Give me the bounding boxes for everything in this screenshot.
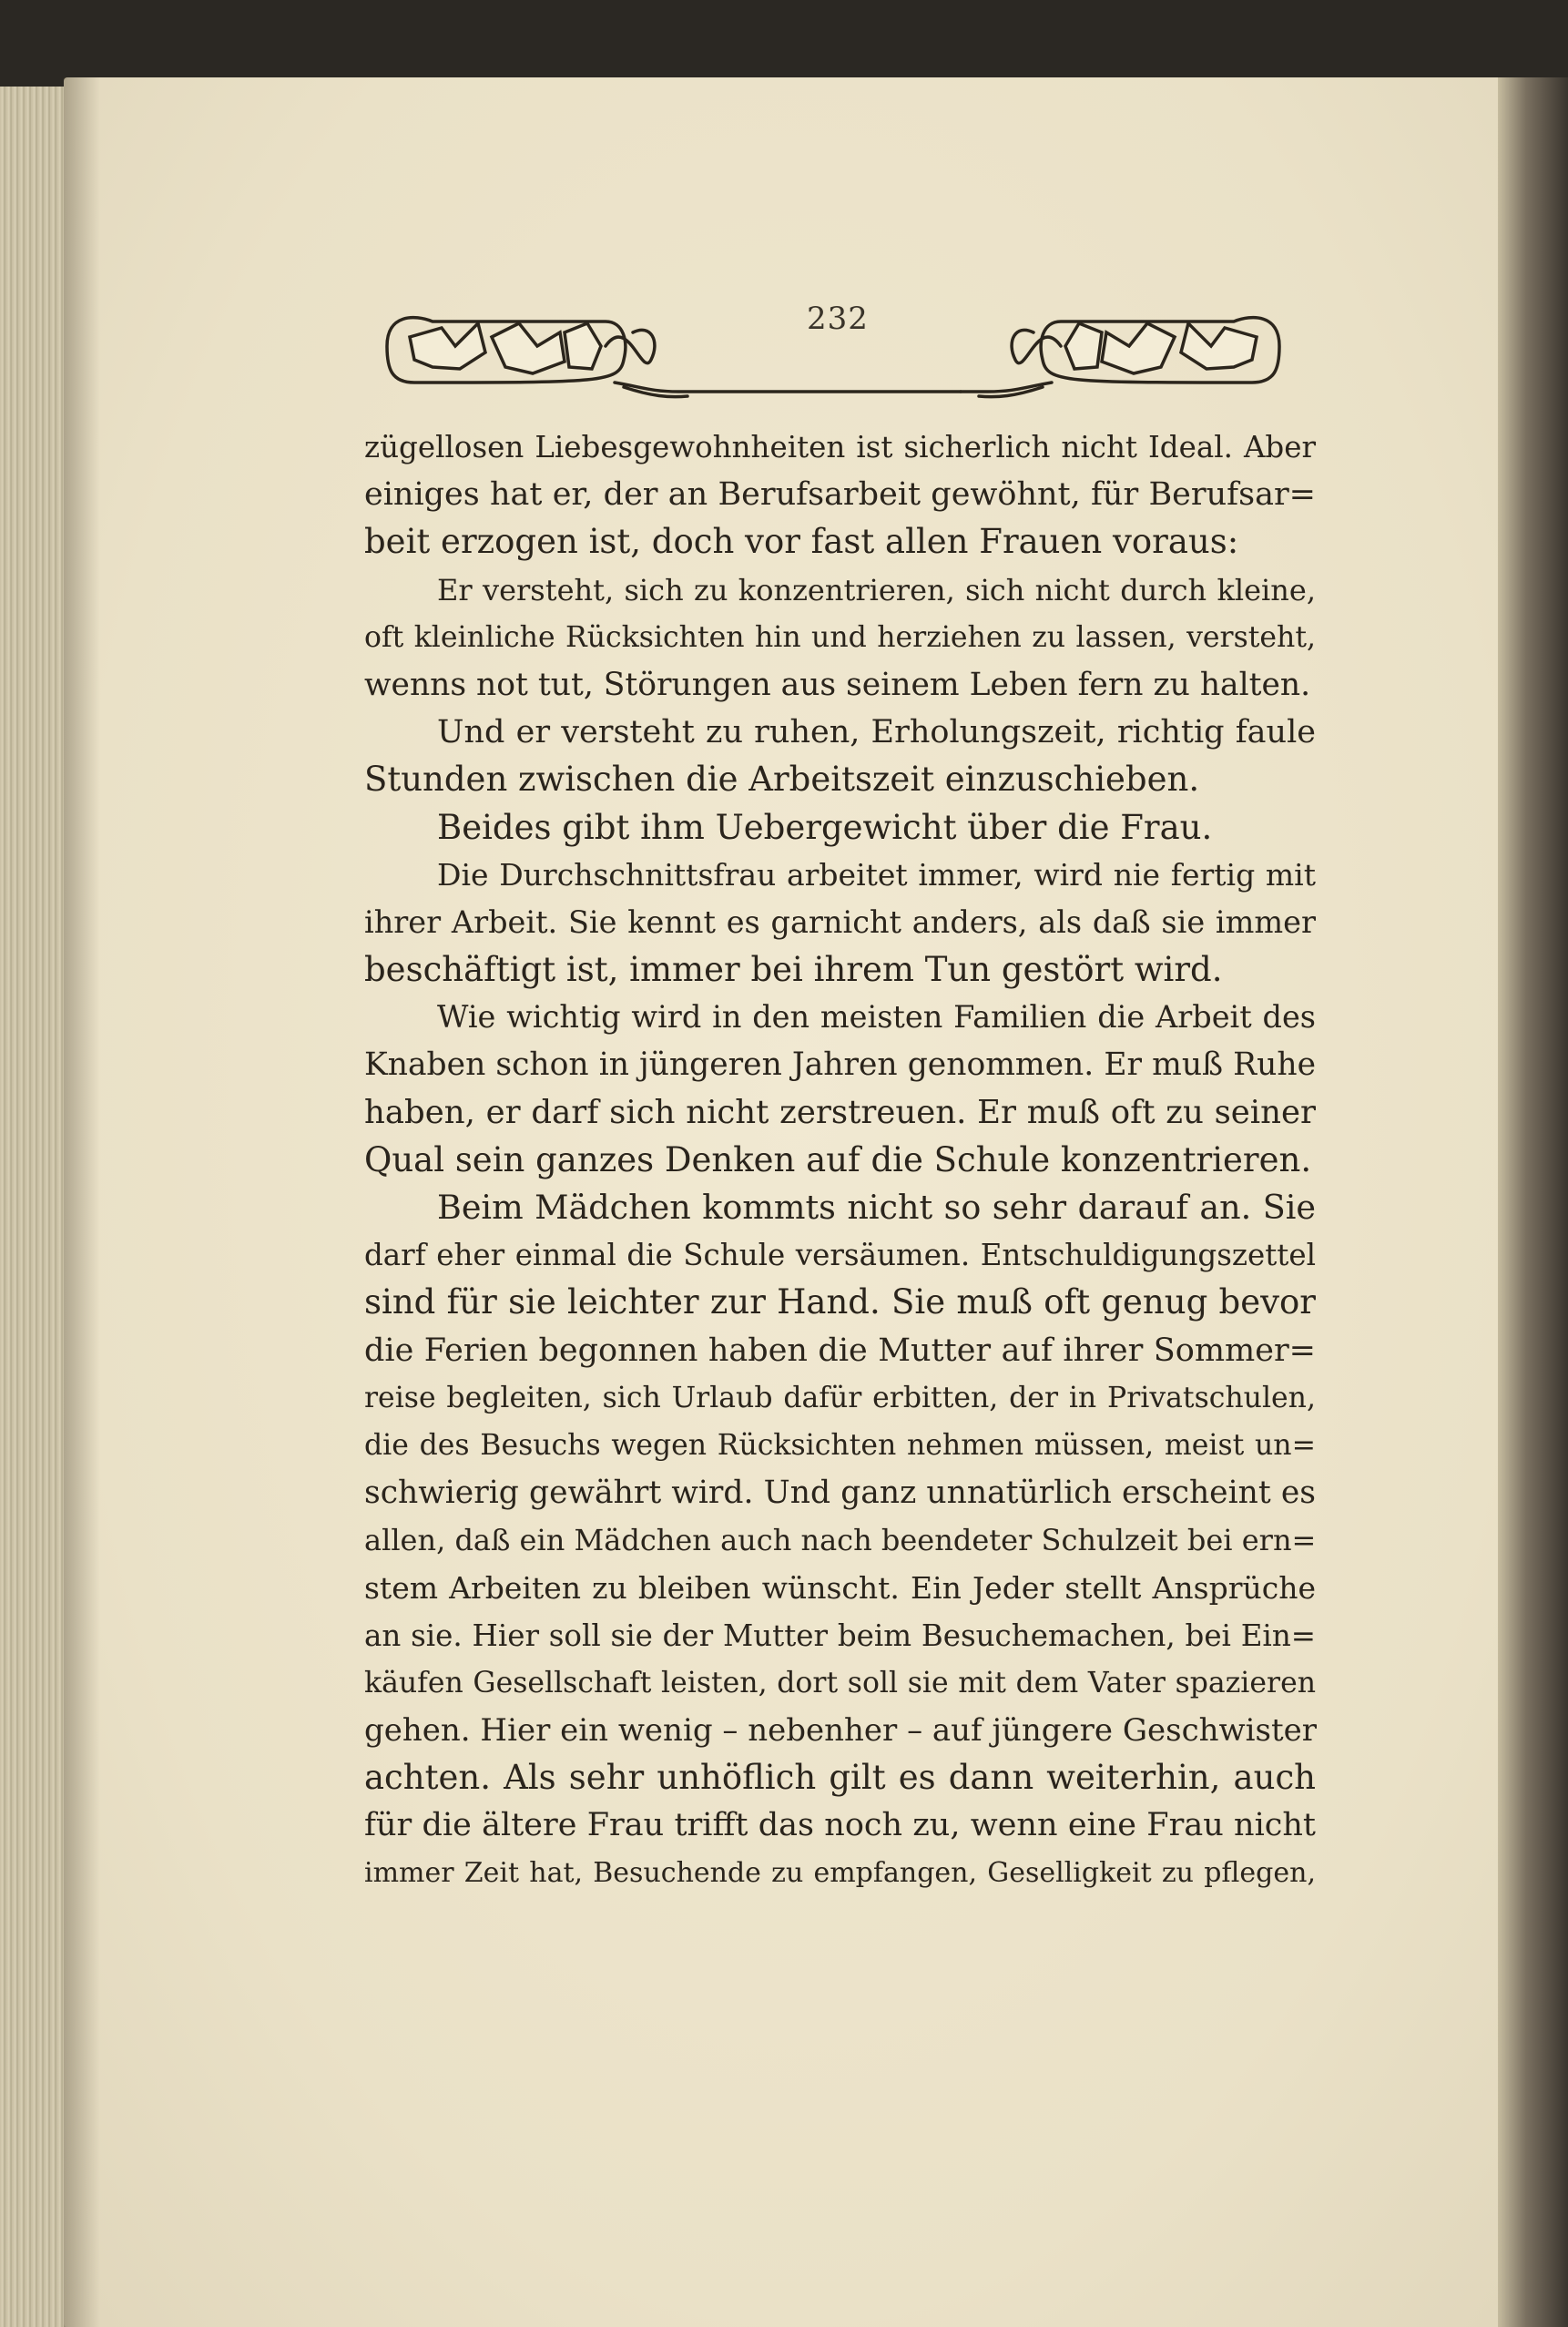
text-line: Knaben schon in jüngeren Jahren genommen. Er muß Ruhe xyxy=(364,1046,1316,1084)
text-line: an sie. Hier soll sie der Mutter beim Besuchemachen, bei Ein= xyxy=(364,1618,1316,1653)
text-line: die des Besuchs wegen Rücksichten nehmen müssen, meist un= xyxy=(364,1428,1316,1462)
text-line: immer Zeit hat, Besuchende zu empfangen, Geselligkeit zu pflegen, xyxy=(364,1856,1316,1889)
text-line: stem Arbeiten zu bleiben wünscht. Ein Jeder stellt Ansprüche xyxy=(364,1569,1316,1606)
text-line: Qual sein ganzes Denken auf die Schule konzentrieren. xyxy=(364,1139,1312,1179)
text-line: Die Durchschnittsfrau arbeitet immer, wird nie fertig mit xyxy=(437,856,1316,893)
text-line: reise begleiten, sich Urlaub dafür erbitten, der in Privatschulen, xyxy=(364,1381,1316,1414)
text-line: beschäftigt ist, immer bei ihrem Tun gestört wird. xyxy=(364,950,1223,990)
text-line: käufen Gesellschaft leisten, dort soll sie mit dem Vater spazieren xyxy=(364,1666,1316,1699)
gutter-shadow xyxy=(64,77,100,2327)
text-line: schwierig gewährt wird. Und ganz unnatürlich erscheint es xyxy=(364,1475,1316,1512)
text-line: ihrer Arbeit. Sie kennt es garnicht anders, als daß sie immer xyxy=(364,903,1316,940)
text-line: einiges hat er, der an Berufsarbeit gewöhnt, für Berufsar= xyxy=(364,476,1316,514)
text-line: oft kleinliche Rücksichten hin und herziehen zu lassen, versteht, xyxy=(364,620,1316,654)
left-ivy-ornament xyxy=(387,318,961,397)
text-line: Wie wichtig wird in den meisten Familien die Arbeit des xyxy=(437,999,1316,1036)
text-line: wenns not tut, Störungen aus seinem Leben fern zu halten. xyxy=(364,666,1311,703)
text-line: allen, daß ein Mädchen auch nach beendeter Schulzeit bei ern= xyxy=(364,1523,1317,1558)
body-text xyxy=(364,424,1316,1897)
facing-page-edge xyxy=(1498,77,1568,2327)
text-line: Stunden zwischen die Arbeitszeit einzuschieben. xyxy=(364,760,1200,800)
text-line: Beim Mädchen kommts nicht so sehr darauf an. Sie xyxy=(437,1188,1316,1227)
text-line: Und er versteht zu ruhen, Erholungszeit, richtig faule xyxy=(437,714,1316,751)
text-line: gehen. Hier ein wenig – nebenher – auf jüngere Geschwister xyxy=(364,1712,1317,1750)
text-line: Er versteht, sich zu konzentrieren, sich nicht durch kleine, xyxy=(437,572,1316,607)
text-line: zügellosen Liebesgewohnheiten ist sicherlich nicht Ideal. Aber xyxy=(364,430,1316,464)
text-line: darf eher einmal die Schule versäumen. Entschuldigungszettel xyxy=(364,1238,1316,1273)
right-ivy-ornament xyxy=(961,318,1279,397)
text-line: sind für sie leichter zur Hand. Sie muß oft genug bevor xyxy=(364,1282,1316,1322)
text-line: die Ferien begonnen haben die Mutter auf ihrer Sommer= xyxy=(364,1332,1316,1369)
text-line: achten. Als sehr unhöflich gilt es dann weiterhin, auch xyxy=(364,1758,1316,1798)
page-number: 232 xyxy=(807,301,869,337)
text-line: beit erzogen ist, doch vor fast allen Frauen voraus: xyxy=(364,522,1239,562)
text-line: für die ältere Frau trifft das noch zu, wenn eine Frau nicht xyxy=(364,1807,1316,1844)
text-line: haben, er darf sich nicht zerstreuen. Er muß oft zu seiner xyxy=(364,1093,1316,1131)
text-line: Beides gibt ihm Uebergewicht über die Frau. xyxy=(437,807,1213,847)
